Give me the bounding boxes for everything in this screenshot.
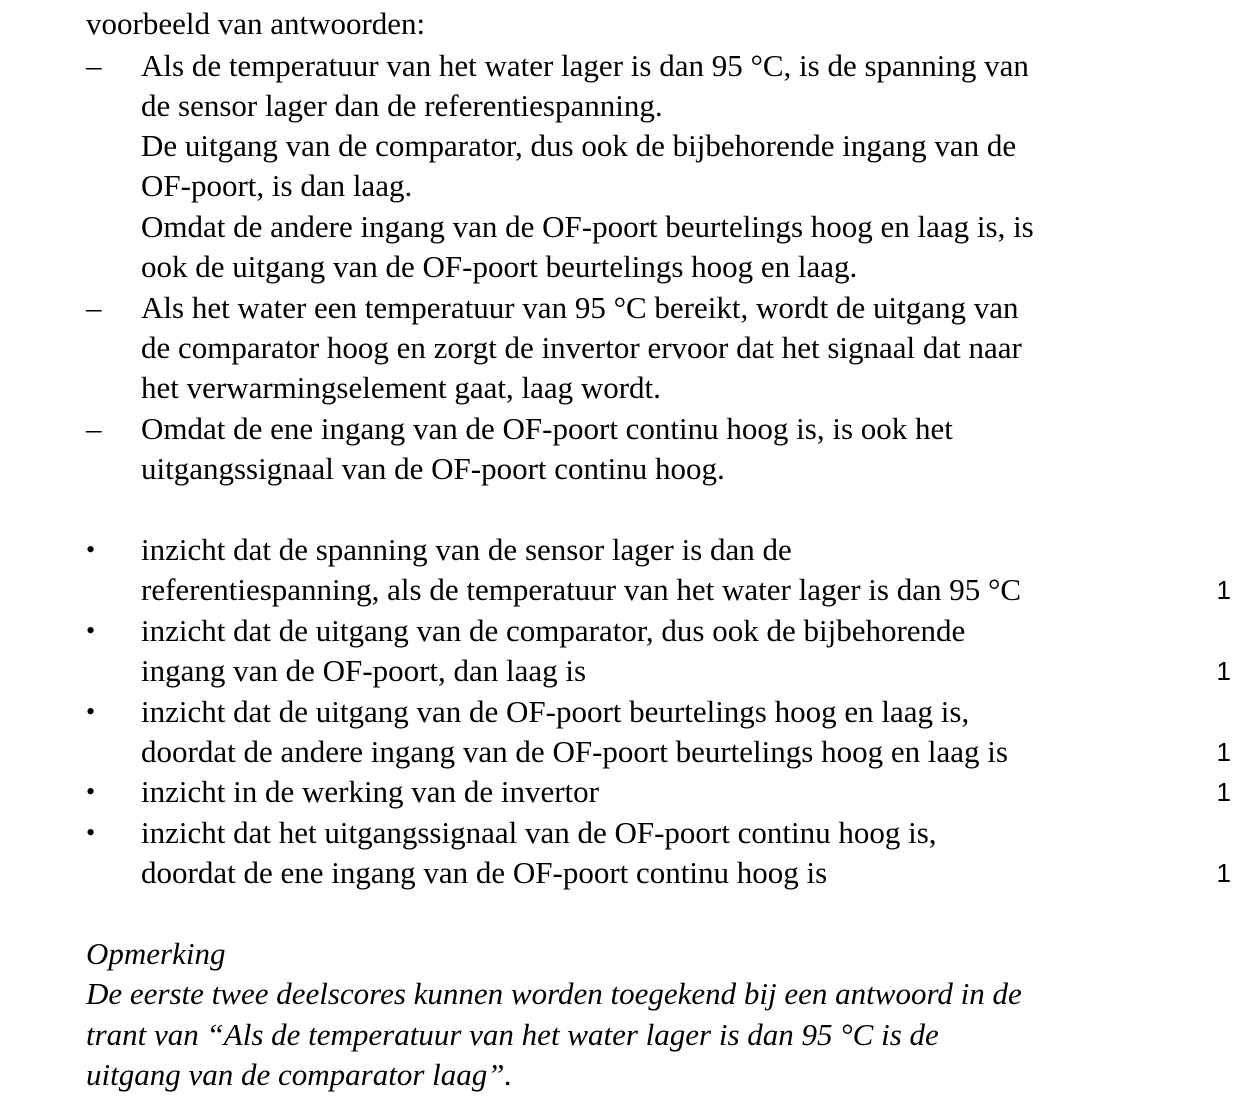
criterion-score: 1 (1216, 575, 1231, 605)
answer-line: ook de uitgang van de OF-poort beurtelings hoog en laag. (141, 249, 858, 284)
answer-line: Omdat de ene ingang van de OF-poort continu hoog is, is ook het (141, 411, 953, 446)
answer-line: Omdat de andere ingang van de OF-poort beurtelings hoog en laag is, is (141, 209, 1034, 244)
remark-title: Opmerking (86, 936, 226, 971)
dash-marker: – (86, 411, 102, 446)
criterion-score: 1 (1216, 656, 1231, 686)
criterion-line: doordat de ene ingang van de OF-poort continu hoog is (141, 855, 828, 890)
bullet-marker: • (86, 777, 96, 806)
bullet-marker: • (86, 818, 96, 847)
criterion-line: inzicht dat de uitgang van de comparator, dus ook de bijbehorende (141, 613, 966, 648)
criterion-score: 1 (1216, 858, 1231, 888)
bullet-marker: • (86, 616, 96, 645)
criterion-line: referentiespanning, als de temperatuur van het water lager is dan 95 °C (141, 572, 1022, 607)
criterion-line: ingang van de OF-poort, dan laag is (141, 653, 587, 688)
bullet-marker: • (86, 697, 96, 726)
answer-line: de comparator hoog en zorgt de invertor ervoor dat het signaal dat naar (141, 330, 1022, 365)
criterion-score: 1 (1216, 777, 1231, 807)
answers-intro: voorbeeld van antwoorden: (86, 6, 426, 41)
criterion-line: inzicht in de werking van de invertor (141, 774, 599, 809)
criterion-line: doordat de andere ingang van de OF-poort beurtelings hoog en laag is (141, 734, 1008, 769)
answer-line: Als de temperatuur van het water lager is dan 95 °C, is de spanning van (141, 48, 1029, 83)
remark-line: trant van “Als de temperatuur van het water lager is dan 95 °C is de (86, 1017, 939, 1052)
remark-line: De eerste twee deelscores kunnen worden toegekend bij een antwoord in de (86, 976, 1022, 1011)
dash-marker: – (86, 290, 102, 325)
criterion-line: inzicht dat het uitgangssignaal van de OF-poort continu hoog is, (141, 815, 937, 850)
criterion-line: inzicht dat de uitgang van de OF-poort beurtelings hoog en laag is, (141, 694, 970, 729)
answer-line: het verwarmingselement gaat, laag wordt. (141, 370, 661, 405)
criterion-line: inzicht dat de spanning van de sensor lager is dan de (141, 532, 792, 567)
answer-line: OF-poort, is dan laag. (141, 168, 413, 203)
bullet-marker: • (86, 535, 96, 564)
answer-line: Als het water een temperatuur van 95 °C bereikt, wordt de uitgang van (141, 290, 1019, 325)
criterion-score: 1 (1216, 737, 1231, 767)
answer-line: De uitgang van de comparator, dus ook de bijbehorende ingang van de (141, 128, 1017, 163)
dash-marker: – (86, 48, 102, 83)
answer-line: de sensor lager dan de referentiespanning. (141, 88, 663, 123)
answer-line: uitgangssignaal van de OF-poort continu hoog. (141, 451, 725, 486)
remark-line: uitgang van de comparator laag”. (86, 1057, 513, 1092)
